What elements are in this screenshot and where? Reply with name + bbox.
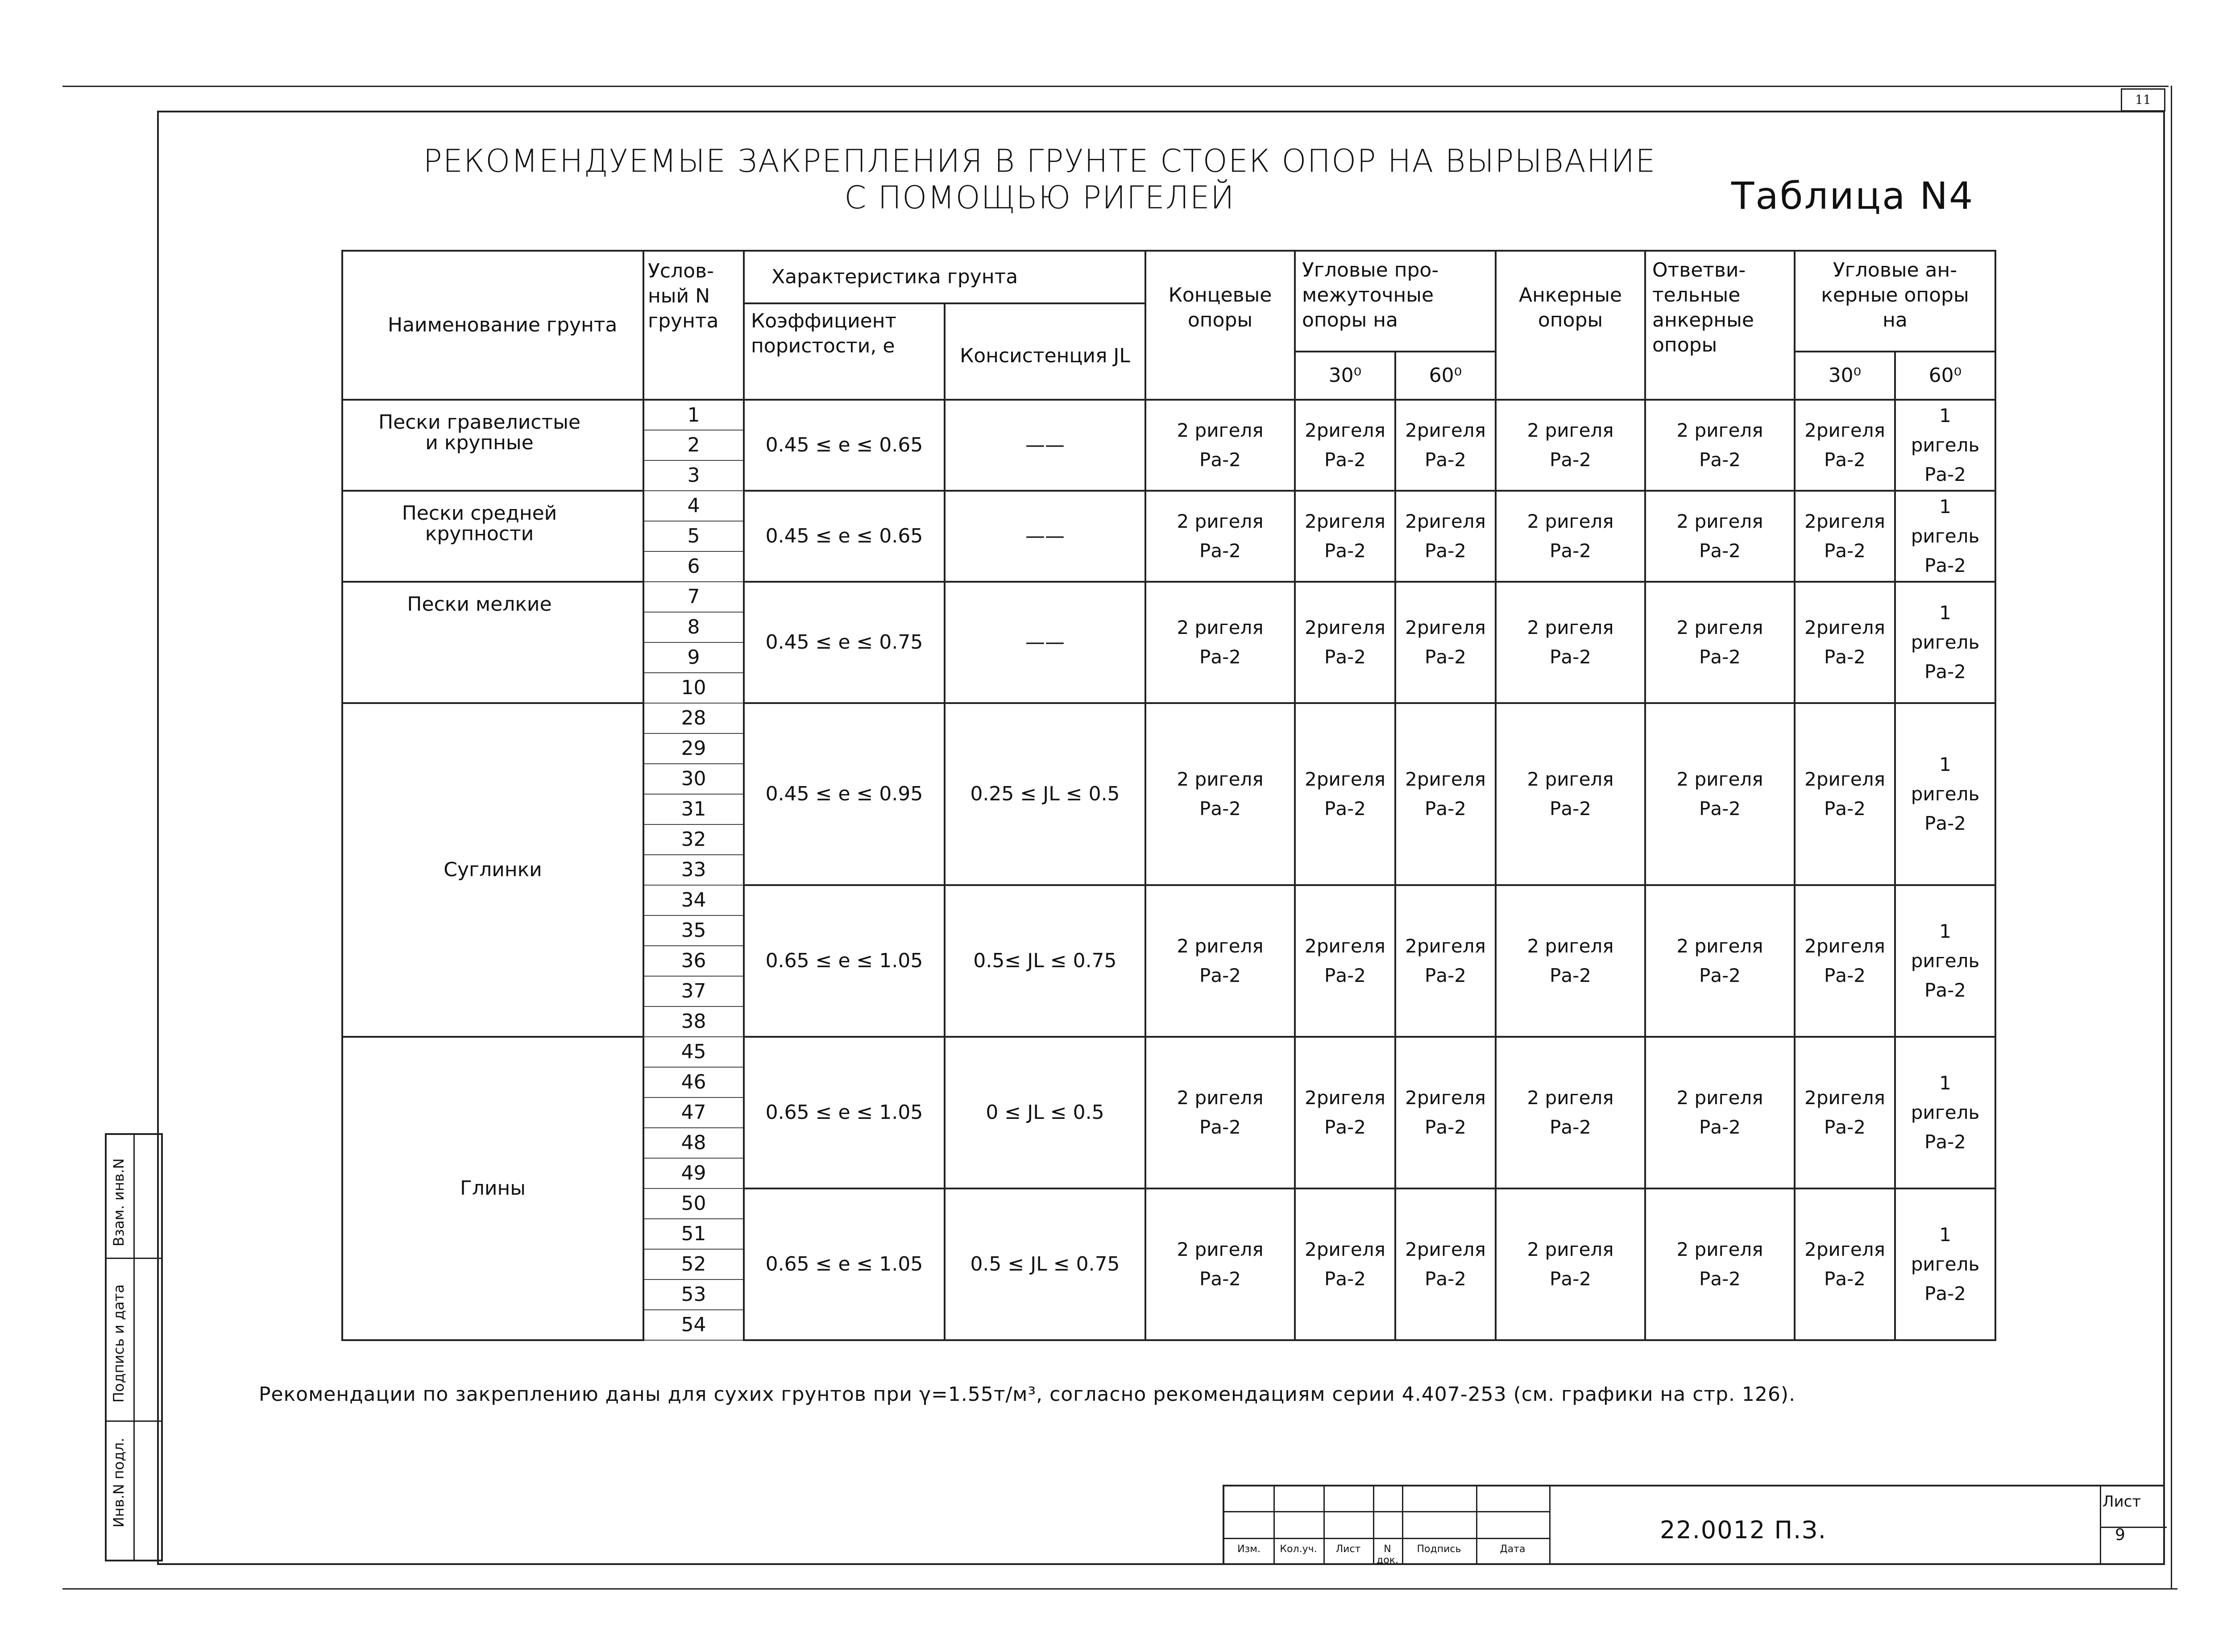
header-ci-30: 30⁰ <box>1295 352 1395 400</box>
corner-anchor-60-value: 1 ригель Ра-2 <box>1895 400 1995 491</box>
corner-inter-30-value: 2ригеля Ра-2 <box>1295 1188 1395 1340</box>
soil-number: 8 <box>643 612 744 642</box>
side-label-replaced-inv: Взам. инв.N <box>110 1158 127 1246</box>
soil-number: 29 <box>643 733 744 764</box>
consistency-value: —— <box>945 582 1145 703</box>
corner-inter-60-value: 2ригеля Ра-2 <box>1395 703 1496 885</box>
table-row <box>342 703 1995 733</box>
branch-anchor-value: 2 ригеля Ра-2 <box>1645 703 1795 885</box>
soil-number: 49 <box>643 1158 744 1188</box>
header-corner-anchor: Угловые ан-керные опоры на <box>1795 251 1995 352</box>
corner-anchor-60-value: 1 ригель Ра-2 <box>1895 1188 1995 1340</box>
corner-inter-60-value: 2ригеля Ра-2 <box>1395 1188 1496 1340</box>
soil-number: 53 <box>643 1279 744 1310</box>
branch-anchor-value: 2 ригеля Ра-2 <box>1645 1037 1795 1188</box>
anchor-poles-value: 2 ригеля Ра-2 <box>1496 885 1645 1037</box>
corner-inter-60-value: 2ригеля Ра-2 <box>1395 400 1496 491</box>
header-soil-characteristic: Характеристика грунта <box>744 251 1145 303</box>
soil-number: 10 <box>643 673 744 703</box>
soil-name: Суглинки <box>342 703 643 1037</box>
corner-inter-30-value: 2ригеля Ра-2 <box>1295 885 1395 1037</box>
corner-anchor-30-value: 2ригеля Ра-2 <box>1795 885 1895 1037</box>
porosity-value: 0.45 ≤ e ≤ 0.75 <box>744 582 945 703</box>
stamp-col-line <box>1549 1486 1551 1565</box>
header-soil-name: Наименование грунта <box>342 251 643 400</box>
header-porosity <box>744 303 945 400</box>
soil-number: 30 <box>643 764 744 794</box>
branch-anchor-value: 2 ригеля Ра-2 <box>1645 400 1795 491</box>
corner-anchor-30-value: 2ригеля Ра-2 <box>1795 491 1895 582</box>
header-branch-anchor: Ответви-тельные анкерные опоры <box>1645 251 1795 400</box>
soil-number: 4 <box>643 491 744 521</box>
consistency-value: —— <box>945 491 1145 582</box>
soil-number: 36 <box>643 946 744 976</box>
soil-number: 33 <box>643 855 744 885</box>
corner-anchor-60-value: 1 ригель Ра-2 <box>1895 703 1995 885</box>
soil-number: 50 <box>643 1188 744 1219</box>
table-row <box>342 491 1995 521</box>
stamp-col-date: Дата <box>1500 1544 1526 1555</box>
consistency-value: 0.5≤ JL ≤ 0.75 <box>945 885 1145 1037</box>
top-trim-line <box>62 86 2169 87</box>
title-line-1: РЕКОМЕНДУЕМЫЕ ЗАКРЕПЛЕНИЯ В ГРУНТЕ СТОЕК ОПОР НА ВЫРЫВАНИЕ <box>423 143 1656 179</box>
soil-number: 54 <box>643 1310 744 1340</box>
anchor-poles-value: 2 ригеля Ра-2 <box>1496 1037 1645 1188</box>
corner-inter-60-value: 2ригеля Ра-2 <box>1395 885 1496 1037</box>
corner-anchor-60-value: 1 ригель Ра-2 <box>1895 491 1995 582</box>
consistency-value: 0.5 ≤ JL ≤ 0.75 <box>945 1188 1145 1340</box>
corner-inter-30-value: 2ригеля Ра-2 <box>1295 703 1395 885</box>
side-label-sign-date: Подпись и дата <box>110 1284 127 1403</box>
stamp-col-sheet: Лист <box>1335 1544 1361 1555</box>
branch-anchor-value: 2 ригеля Ра-2 <box>1645 582 1795 703</box>
soil-number: 28 <box>643 703 744 733</box>
corner-inter-30-value: 2ригеля Ра-2 <box>1295 400 1395 491</box>
porosity-value: 0.65 ≤ e ≤ 1.05 <box>744 1188 945 1340</box>
soil-number: 6 <box>643 551 744 582</box>
branch-anchor-value: 2 ригеля Ра-2 <box>1645 491 1795 582</box>
consistency-value: 0.25 ≤ JL ≤ 0.5 <box>945 703 1145 885</box>
corner-anchor-60-value: 1 ригель Ра-2 <box>1895 582 1995 703</box>
soil-number: 37 <box>643 976 744 1006</box>
header-end-poles: Концевые опоры <box>1145 251 1295 400</box>
stamp-col-count: Кол.уч. <box>1280 1544 1317 1555</box>
corner-anchor-60-value: 1 ригель Ра-2 <box>1895 885 1995 1037</box>
soil-number: 45 <box>643 1037 744 1067</box>
porosity-value: 0.45 ≤ e ≤ 0.95 <box>744 703 945 885</box>
sheet-number: 9 <box>2115 1526 2125 1544</box>
stamp-col-doc: N док. <box>1377 1544 1398 1566</box>
anchor-poles-value: 2 ригеля Ра-2 <box>1496 582 1645 703</box>
soil-number: 47 <box>643 1097 744 1128</box>
soil-number: 34 <box>643 885 744 915</box>
side-divider <box>133 1135 135 1560</box>
consistency-value: —— <box>945 400 1145 491</box>
corner-anchor-30-value: 2ригеля Ра-2 <box>1795 1188 1895 1340</box>
branch-anchor-value: 2 ригеля Ра-2 <box>1645 1188 1795 1340</box>
end-poles-value: 2 ригеля Ра-2 <box>1145 491 1295 582</box>
recommendations-table <box>341 250 1996 1341</box>
soil-number: 51 <box>643 1219 744 1249</box>
table-row <box>342 400 1995 430</box>
side-separator <box>107 1420 161 1422</box>
stamp-col-change: Изм. <box>1237 1544 1261 1555</box>
header-porosity-text: Коэффициент пористости, e <box>751 310 897 357</box>
table-label: Таблица N4 <box>1731 174 1974 218</box>
corner-anchor-30-value: 2ригеля Ра-2 <box>1795 703 1895 885</box>
soil-number: 3 <box>643 460 744 491</box>
bottom-trim-line <box>62 1588 2177 1590</box>
header-anchor-poles: Анкерные опоры <box>1496 251 1645 400</box>
anchor-poles-value: 2 ригеля Ра-2 <box>1496 1188 1645 1340</box>
branch-anchor-value: 2 ригеля Ра-2 <box>1645 885 1795 1037</box>
end-poles-value: 2 ригеля Ра-2 <box>1145 400 1295 491</box>
soil-number: 32 <box>643 824 744 855</box>
end-poles-value: 2 ригеля Ра-2 <box>1145 1037 1295 1188</box>
porosity-value: 0.45 ≤ e ≤ 0.65 <box>744 400 945 491</box>
stamp-col-signature: Подпись <box>1417 1544 1461 1555</box>
corner-anchor-30-value: 2ригеля Ра-2 <box>1795 400 1895 491</box>
sheet-label: Лист <box>2102 1493 2141 1511</box>
header-ci-60: 60⁰ <box>1395 352 1496 400</box>
soil-name: Пески гравелистые и крупные <box>342 400 643 491</box>
top-sheet-number: 11 <box>2121 88 2165 112</box>
stamp-col-line <box>2100 1486 2101 1565</box>
soil-number: 31 <box>643 794 744 824</box>
soil-number: 52 <box>643 1249 744 1279</box>
side-separator <box>107 1258 161 1259</box>
table-row <box>342 582 1995 612</box>
footnote: Рекомендации по закреплению даны для сухих грунтов при γ=1.55т/м³, согласно рекомендациям серии 4.407-253 (см. графики на стр. 126). <box>259 1383 1796 1406</box>
porosity-value: 0.45 ≤ e ≤ 0.65 <box>744 491 945 582</box>
stamp-sheet-separator <box>2100 1527 2167 1528</box>
table-row <box>342 1037 1995 1067</box>
header-ca-60: 60⁰ <box>1895 352 1995 400</box>
right-trim-line <box>2171 86 2172 1589</box>
anchor-poles-value: 2 ригеля Ра-2 <box>1496 491 1645 582</box>
corner-anchor-60-value: 1 ригель Ра-2 <box>1895 1037 1995 1188</box>
corner-inter-30-value: 2ригеля Ра-2 <box>1295 1037 1395 1188</box>
page-title <box>393 143 1687 216</box>
corner-anchor-30-value: 2ригеля Ра-2 <box>1795 582 1895 703</box>
soil-number: 48 <box>643 1128 744 1158</box>
side-approval-block <box>105 1133 163 1561</box>
side-label-inv-original: Инв.N подл. <box>110 1437 127 1528</box>
anchor-poles-value: 2 ригеля Ра-2 <box>1496 400 1645 491</box>
porosity-value: 0.65 ≤ e ≤ 1.05 <box>744 885 945 1037</box>
anchor-poles-value: 2 ригеля Ра-2 <box>1496 703 1645 885</box>
soil-name: Глины <box>342 1037 643 1340</box>
document-code: 22.0012 П.З. <box>1660 1516 1827 1544</box>
end-poles-value: 2 ригеля Ра-2 <box>1145 885 1295 1037</box>
header-ca-30: 30⁰ <box>1795 352 1895 400</box>
title-line-2: С ПОМОЩЬЮ РИГЕЛЕЙ <box>844 179 1235 216</box>
corner-anchor-30-value: 2ригеля Ра-2 <box>1795 1037 1895 1188</box>
soil-number: 5 <box>643 521 744 551</box>
soil-number: 35 <box>643 915 744 946</box>
header-consistency: Консистенция JL <box>945 303 1145 400</box>
end-poles-value: 2 ригеля Ра-2 <box>1145 582 1295 703</box>
end-poles-value: 2 ригеля Ра-2 <box>1145 703 1295 885</box>
corner-inter-30-value: 2ригеля Ра-2 <box>1295 582 1395 703</box>
corner-inter-60-value: 2ригеля Ра-2 <box>1395 582 1496 703</box>
header-soil-number: Услов-ный N грунта <box>643 251 744 400</box>
soil-number: 1 <box>643 400 744 430</box>
soil-number: 38 <box>643 1006 744 1037</box>
soil-number: 2 <box>643 430 744 460</box>
soil-number: 7 <box>643 582 744 612</box>
soil-name: Пески мелкие <box>342 582 643 703</box>
porosity-value: 0.65 ≤ e ≤ 1.05 <box>744 1037 945 1188</box>
consistency-value: 0 ≤ JL ≤ 0.5 <box>945 1037 1145 1188</box>
corner-inter-30-value: 2ригеля Ра-2 <box>1295 491 1395 582</box>
corner-inter-60-value: 2ригеля Ра-2 <box>1395 491 1496 582</box>
soil-name: Пески средней крупности <box>342 491 643 582</box>
soil-number: 46 <box>643 1067 744 1097</box>
soil-number: 9 <box>643 642 744 673</box>
end-poles-value: 2 ригеля Ра-2 <box>1145 1188 1295 1340</box>
header-corner-intermediate: Угловые про-межуточные опоры на <box>1295 251 1496 352</box>
corner-inter-60-value: 2ригеля Ра-2 <box>1395 1037 1496 1188</box>
